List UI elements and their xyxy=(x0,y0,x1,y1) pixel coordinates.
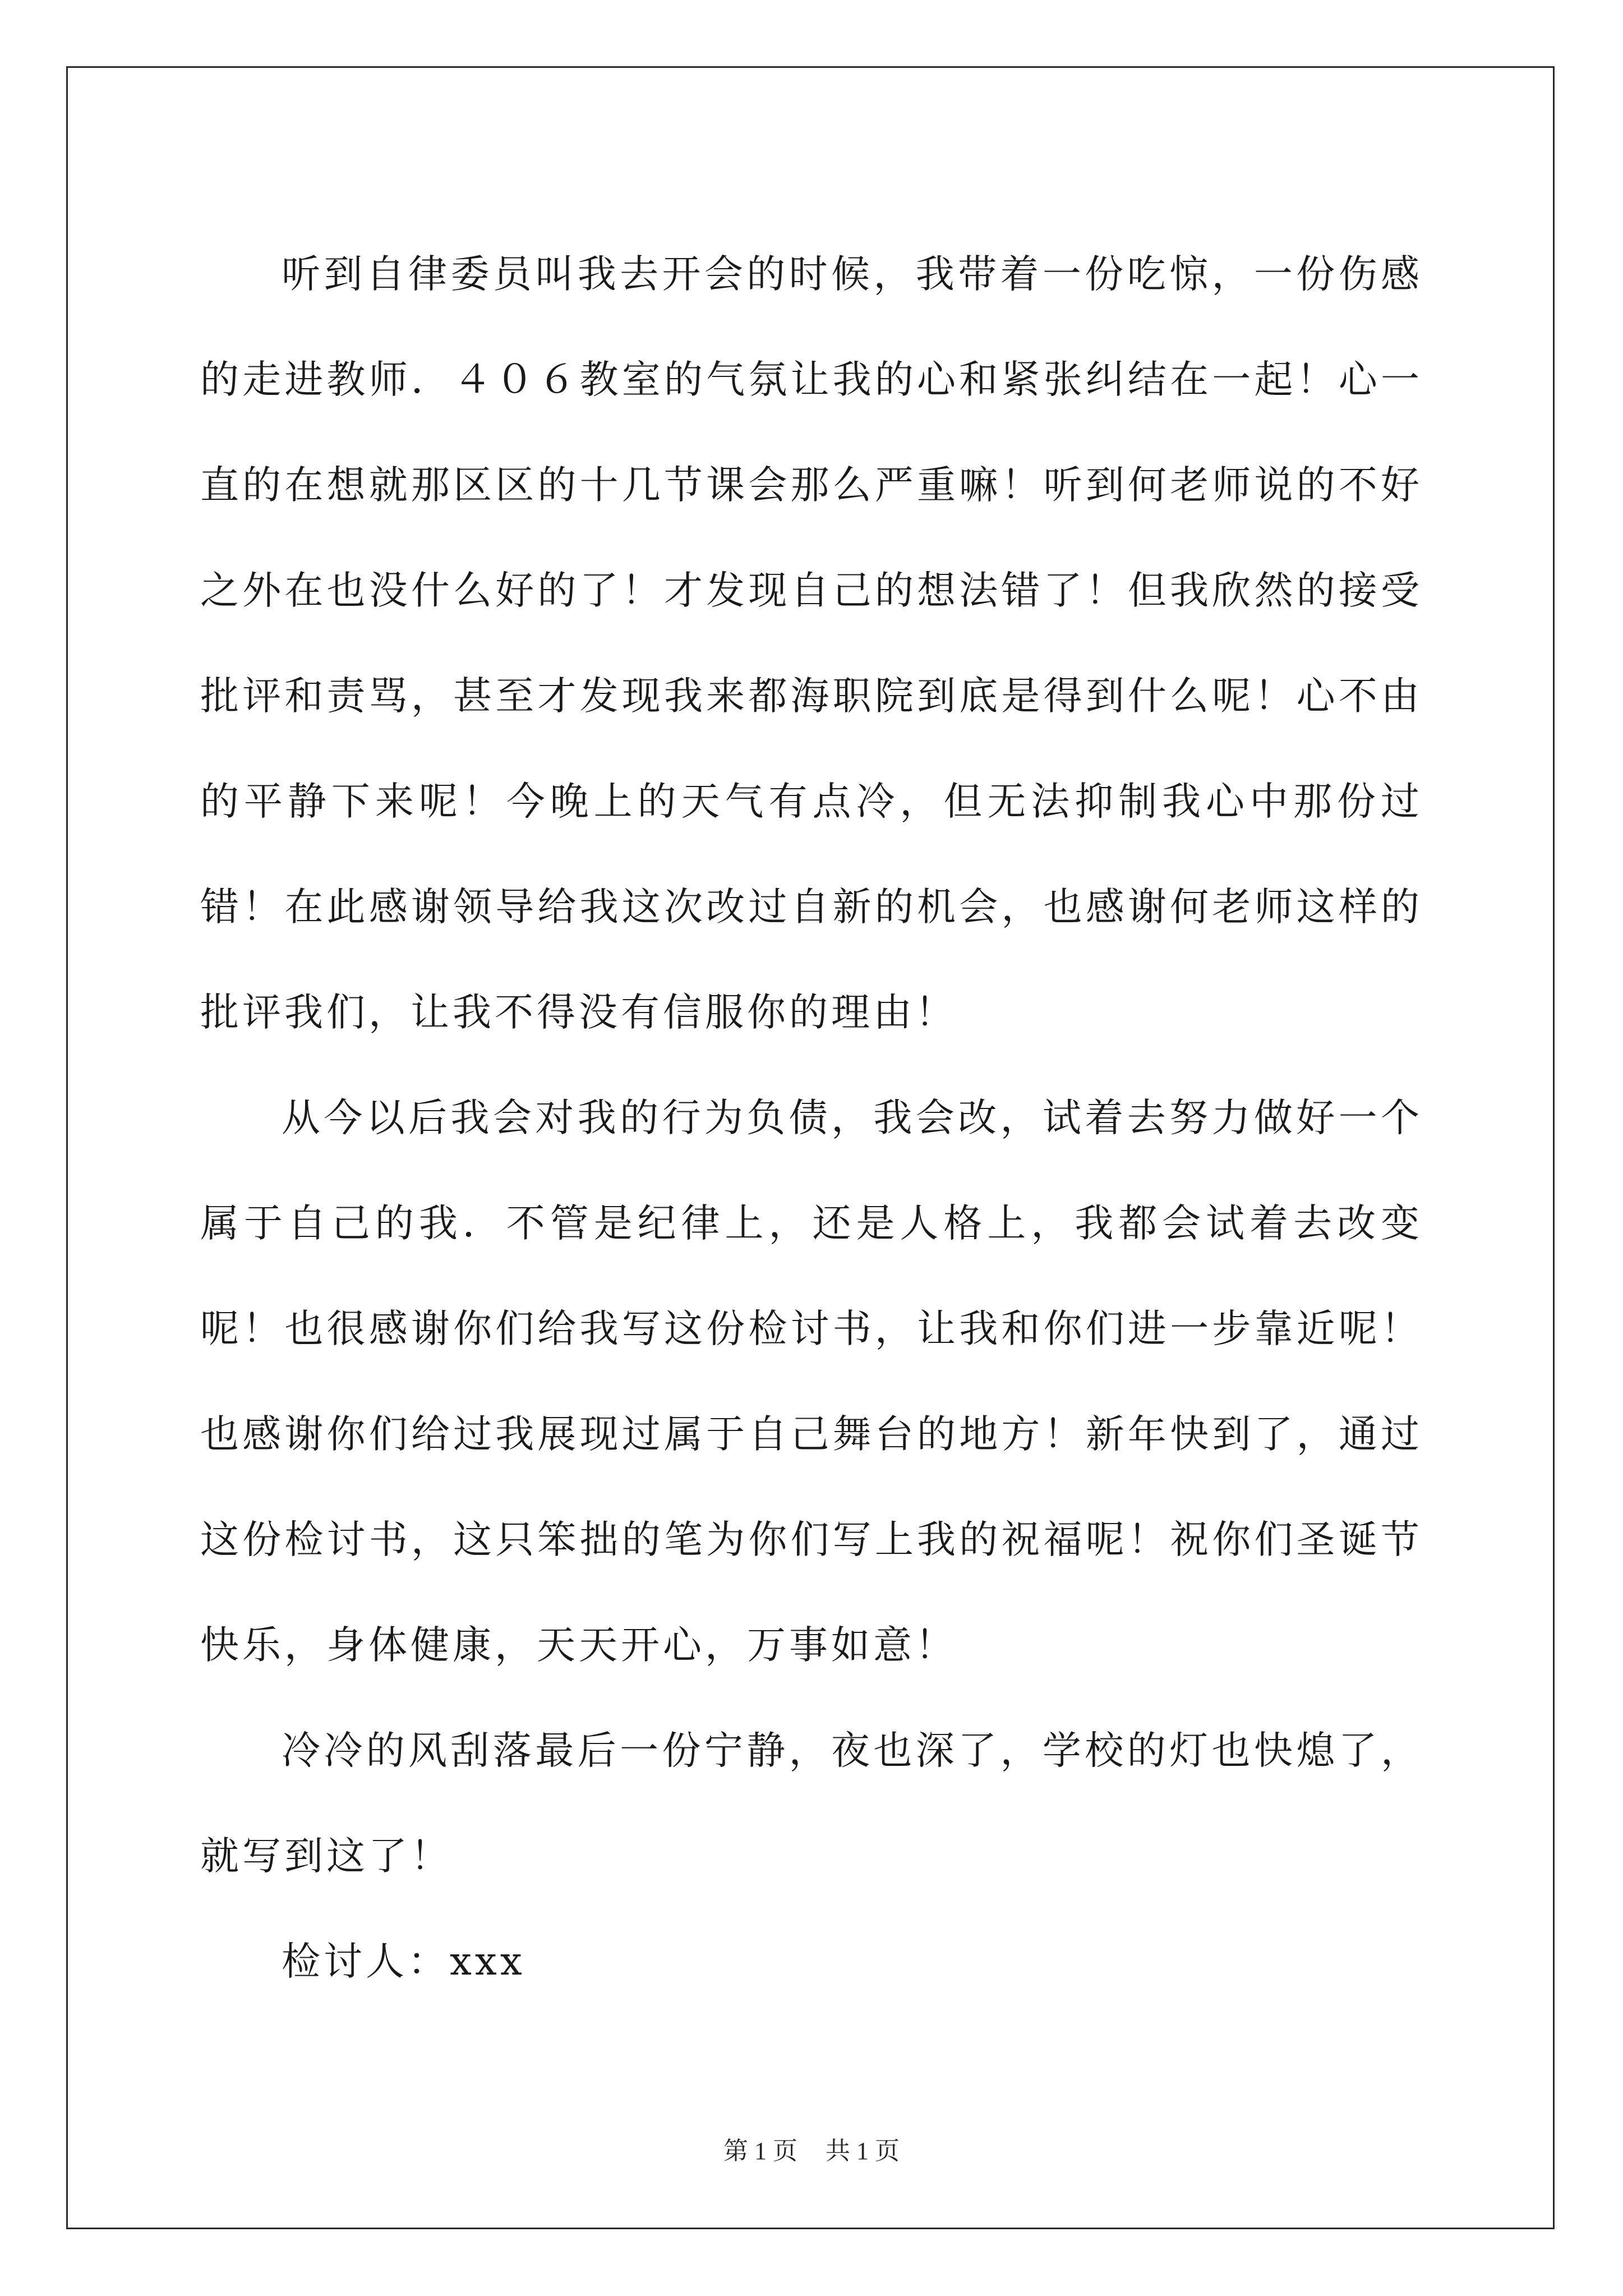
signature-line: 检讨人：xxx xyxy=(282,1939,525,1984)
paragraph-3: 冷冷的风刮落最后一份宁静，夜也深了，学校的灯也快熄了，就写到这了！ xyxy=(200,1728,1423,1879)
paragraph-1: 听到自律委员叫我去开会的时候，我带着一份吃惊，一份伤感的走进教师．４０６教室的气氛让我的心和紧张纠结在一起！心一直的在想就那区区的十几节课会那么严重嘛！听到何老师说的不好之外在也没什么好的了！才发现自己的想法错了！但我欣然的接受批评和责骂，甚至才发现我来都海职院到底是得到什么呢！心不由的平静下来呢！今晚上的天气有点冷，但无法抑制我心中那份过错！在此感谢领导给我这次改过自新的机会，也感谢何老师这样的批评我们，让我不得没有信服你的理由！ xyxy=(200,252,1423,1035)
page-total: 共 1 页 xyxy=(826,2137,900,2165)
document-body xyxy=(200,222,1423,2014)
page-number: 第 1 页 xyxy=(723,2137,797,2165)
paragraph-2: 从今以后我会对我的行为负债，我会改，试着去努力做好一个属于自己的我．不管是纪律上，还是人格上，我都会试着去改变呢！也很感谢你们给我写这份检讨书，让我和你们进一步靠近呢！也感谢你们给过我展现过属于自己舞台的地方！新年快到了，通过这份检讨书，这只笨拙的笔为你们写上我的祝福呢！祝你们圣诞节快乐，身体健康，天天开心，万事如意！ xyxy=(200,1096,1423,1668)
page-footer xyxy=(0,2131,1623,2166)
